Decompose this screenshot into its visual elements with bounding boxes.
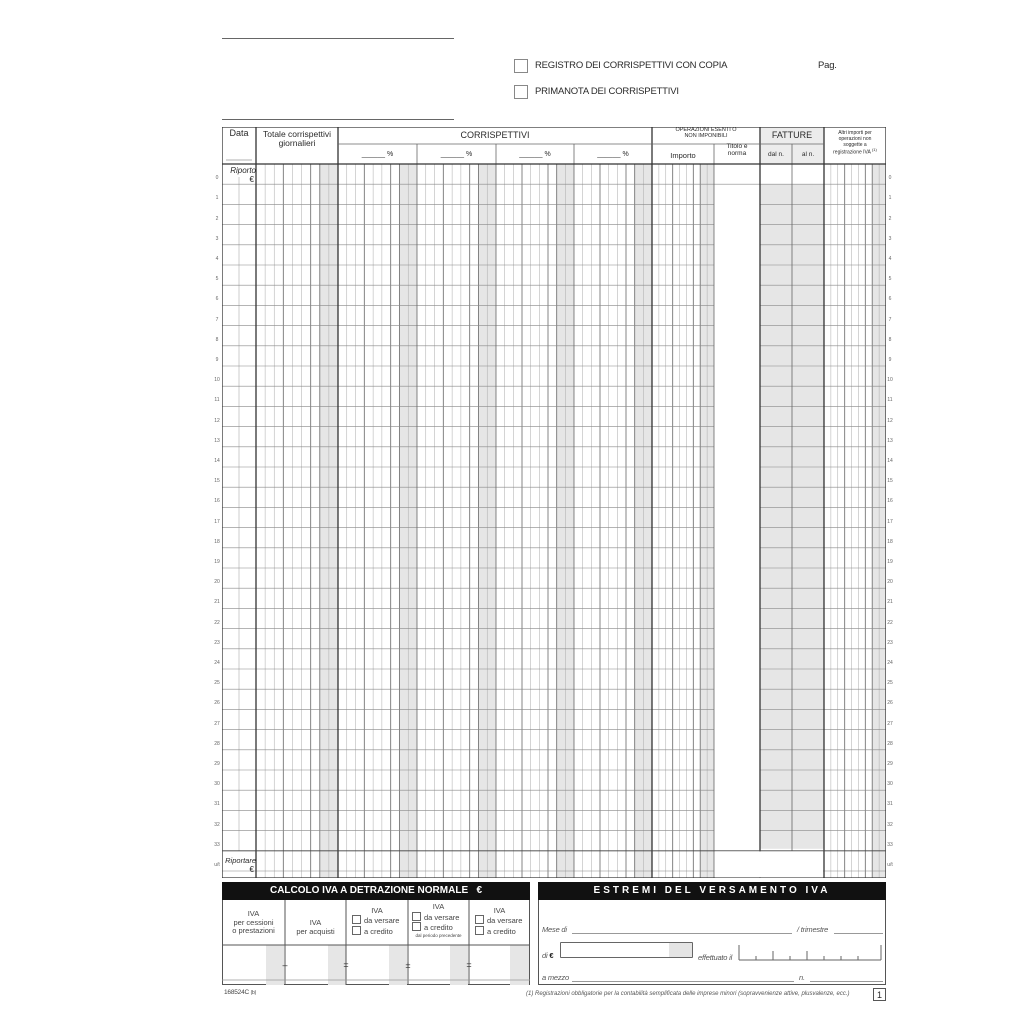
row-number: 31 <box>887 801 893 808</box>
row-number: 10 <box>214 377 220 384</box>
row-number: 25 <box>887 680 893 687</box>
row-number: 20 <box>214 579 220 586</box>
row-number: 18 <box>887 538 893 545</box>
row-number: 16 <box>214 498 220 505</box>
header-fatture: FATTURE <box>771 130 813 140</box>
row-number: 0 <box>888 175 892 182</box>
row-number: 19 <box>887 559 893 565</box>
row-number: 8 <box>215 336 219 343</box>
header-corrispettivi: CORRISPETTIVI <box>460 130 530 140</box>
row-number: 21 <box>887 599 893 606</box>
di-text: di <box>542 951 548 960</box>
page-number: 1 <box>876 990 882 1000</box>
mese-label: Mese di <box>542 925 567 934</box>
iva3-opt2 <box>346 926 408 936</box>
row-number: 22 <box>214 619 220 626</box>
row-number: 24 <box>214 660 220 666</box>
calcolo-iva-currency: € <box>476 885 483 896</box>
row-number: 15 <box>214 478 220 485</box>
trimestre-label: / trimestre <box>797 925 829 934</box>
iva5-a-credito-checkbox[interactable] <box>475 926 484 935</box>
operator-plusminus: ± <box>405 960 411 970</box>
iva4-da-versare-checkbox[interactable] <box>412 912 421 921</box>
calcolo-input-iva-4[interactable] <box>409 946 468 980</box>
row-number: 12 <box>887 417 893 424</box>
name-line-top <box>222 38 454 39</box>
row-number: 7 <box>888 316 892 323</box>
form-code-text: 168524C <box>224 989 249 996</box>
header-altri-text: Altri importi per operazioni non soggette a registrazione IVA <box>833 130 872 156</box>
versamento-title: ESTREMI DEL VERSAMENTO IVA <box>593 885 831 896</box>
iva5-opt2 <box>469 926 530 936</box>
header-altri-importi <box>824 130 886 156</box>
row-number: 33 <box>887 841 893 848</box>
row-number: 18 <box>214 538 220 545</box>
footnote: (1) Registrazioni obbligatorie per la contabilità semplificata delle imprese minori (sopravvenienze attive, plusvalenze, ecc.) <box>526 991 850 997</box>
header-dal: dal n. <box>768 151 784 158</box>
row-number: 13 <box>214 437 220 444</box>
di-euro: € <box>549 951 554 960</box>
row-number: 2 <box>215 215 219 222</box>
header-al: al n. <box>801 151 815 158</box>
header-operazioni-text: OPERAZIONI ESENTI O NON IMPONIBILI <box>675 127 737 139</box>
calcolo-input-iva-3[interactable] <box>347 946 407 980</box>
percent-1: ______ % <box>361 151 394 158</box>
iva3-opt1 <box>346 915 408 925</box>
row-number: 3 <box>888 235 892 242</box>
header-titolo-text: Titolo e norma <box>726 143 748 157</box>
row-number: 8 <box>888 336 892 343</box>
row-number: 32 <box>214 821 220 828</box>
mezzo-input[interactable] <box>572 981 794 982</box>
row-number: 25 <box>214 680 220 687</box>
effettuato-label: effettuato il <box>698 953 733 962</box>
row-number: 27 <box>887 720 893 727</box>
row-number: 7 <box>215 316 219 323</box>
row-number: 13 <box>887 437 893 444</box>
iva5-opt1 <box>469 915 530 925</box>
iva4-opt1 <box>408 912 469 923</box>
n-label: n. <box>799 973 805 982</box>
row-number: 24 <box>887 660 893 666</box>
primanota-checkbox[interactable] <box>514 85 528 99</box>
row-number: 11 <box>887 397 893 404</box>
iva4-a-credito-checkbox[interactable] <box>412 922 421 931</box>
percent-4-symbol[interactable]: % <box>622 151 629 158</box>
percent-2-symbol[interactable]: % <box>466 151 473 158</box>
iva4-opt1-label: da versare <box>424 912 460 922</box>
header-altri-note: (1) <box>871 147 877 152</box>
registro-label: REGISTRO DEI CORRISPETTIVI CON COPIA <box>535 60 728 71</box>
row-number: 0 <box>215 175 219 182</box>
acquisti-line1: IVA <box>309 918 322 927</box>
iva3-opt1-label: da versare <box>364 916 400 926</box>
row-number: 5 <box>215 276 219 283</box>
iva5-opt1-label: da versare <box>487 916 523 926</box>
calcolo-iva-banner <box>222 882 530 900</box>
operator-equals-1: = <box>343 960 349 970</box>
header-totale <box>256 130 338 148</box>
row-number: 30 <box>214 781 220 788</box>
percent-1-symbol[interactable]: % <box>387 151 394 158</box>
row-number: 33 <box>214 841 220 848</box>
row-number: 4 <box>888 256 892 262</box>
row-number: 19 <box>214 559 220 565</box>
riportare-euro: € <box>249 865 254 874</box>
riportare-merged-cell <box>715 851 823 877</box>
row-number: 1 <box>215 195 219 202</box>
iva3-line1: IVA <box>371 906 383 915</box>
row-number: 27 <box>214 720 220 727</box>
row-number: 28 <box>887 740 893 747</box>
row-number: 26 <box>887 700 893 707</box>
row-number: 1 <box>888 195 892 202</box>
form-code-suffix: (b) <box>250 990 257 996</box>
row-number: 23 <box>214 639 220 646</box>
n-input[interactable] <box>810 981 883 982</box>
header-titolo <box>714 144 760 158</box>
row-number: 14 <box>214 458 220 464</box>
operator-equals-2: = <box>466 960 472 970</box>
row-number: 20 <box>887 579 893 586</box>
cessioni-line1: IVA <box>247 909 260 918</box>
row-number: 2 <box>888 215 892 222</box>
calcolo-col-acquisti <box>285 919 346 936</box>
acquisti-line2: per acquisti <box>296 926 335 936</box>
percent-3: ______ % <box>519 151 551 158</box>
row-number: 21 <box>214 599 220 606</box>
iva4-note: dal periodo precedente <box>415 932 462 938</box>
registro-checkbox[interactable] <box>514 59 528 73</box>
table-grid-lines <box>222 127 886 878</box>
row-number: 16 <box>887 498 893 505</box>
row-number: u/t <box>214 862 220 868</box>
cessioni-line3: o prestazioni <box>232 926 275 936</box>
page-label: Pag. <box>818 60 837 71</box>
row-number: 30 <box>887 781 893 788</box>
riporto-label: Riporto <box>230 166 256 175</box>
mezzo-label: a mezzo <box>542 973 569 982</box>
calcolo-input-iva-5[interactable] <box>470 946 529 980</box>
row-number: 4 <box>215 256 219 262</box>
data-versamento-input[interactable] <box>738 943 882 961</box>
iva5-opt2-label: a credito <box>487 926 516 936</box>
form-code <box>224 989 256 996</box>
row-number: 26 <box>214 700 220 707</box>
operator-minus: – <box>282 960 288 970</box>
iva3-a-credito-checkbox[interactable] <box>352 926 361 935</box>
row-number: u/t <box>887 862 893 868</box>
percent-4: ______ % <box>597 151 629 158</box>
iva4-opt2 <box>408 922 469 933</box>
header-importo: Importo <box>670 151 696 160</box>
header-operazioni-esenti <box>652 128 760 140</box>
row-number: 9 <box>888 357 892 363</box>
primanota-label: PRIMANOTA DEI CORRISPETTIVI <box>535 86 679 97</box>
row-number: 12 <box>214 417 220 424</box>
importo-input[interactable] <box>560 942 693 958</box>
row-number: 14 <box>887 458 893 464</box>
trimestre-input[interactable] <box>834 933 883 934</box>
row-number: 32 <box>887 821 893 828</box>
header-totale-text: Totale corrispettivi giornalieri <box>262 129 332 148</box>
riporto-euro: € <box>249 175 254 184</box>
iva3-da-versare-checkbox[interactable] <box>352 915 361 924</box>
iva5-da-versare-checkbox[interactable] <box>475 915 484 924</box>
calcolo-input-acquisti[interactable] <box>286 946 346 980</box>
di-label <box>542 951 553 960</box>
name-line-bottom <box>222 119 454 120</box>
calcolo-col-iva-5 <box>469 906 530 936</box>
row-number: 9 <box>215 357 219 363</box>
row-number: 5 <box>888 276 892 283</box>
row-number: 29 <box>887 761 893 767</box>
row-number: 17 <box>887 518 893 525</box>
calcolo-input-cessioni[interactable] <box>223 946 284 980</box>
row-number: 31 <box>214 801 220 808</box>
cessioni-line2: per cessioni <box>233 917 274 927</box>
percent-3-symbol[interactable]: % <box>544 151 551 158</box>
calcolo-iva-title: CALCOLO IVA A DETRAZIONE NORMALE <box>269 885 469 896</box>
row-number: 10 <box>887 377 893 384</box>
riportare-label: Riportare <box>225 856 256 865</box>
iva3-opt2-label: a credito <box>364 926 393 936</box>
row-number: 3 <box>215 235 219 242</box>
registro-table <box>222 127 886 878</box>
mese-input[interactable] <box>572 933 792 934</box>
calcolo-col-iva-4 <box>408 903 469 938</box>
percent-2: ______ % <box>440 151 473 158</box>
row-number: 17 <box>214 518 220 525</box>
row-number: 15 <box>887 478 893 485</box>
calcolo-col-iva-3 <box>346 906 408 936</box>
iva4-line1: IVA <box>432 902 445 911</box>
calcolo-col-cessioni <box>222 910 285 936</box>
iva4-opt2-label: a credito <box>424 923 453 933</box>
row-number: 28 <box>214 740 220 747</box>
row-number: 6 <box>888 296 892 303</box>
iva5-line1: IVA <box>493 906 506 915</box>
row-number: 23 <box>887 639 893 646</box>
versamento-banner <box>538 882 886 900</box>
page-number-box <box>873 988 886 1001</box>
header-data: Data <box>229 128 249 138</box>
row-number: 11 <box>214 397 220 404</box>
row-number: 22 <box>887 619 893 626</box>
row-number: 29 <box>214 761 220 767</box>
row-number: 6 <box>215 296 219 303</box>
